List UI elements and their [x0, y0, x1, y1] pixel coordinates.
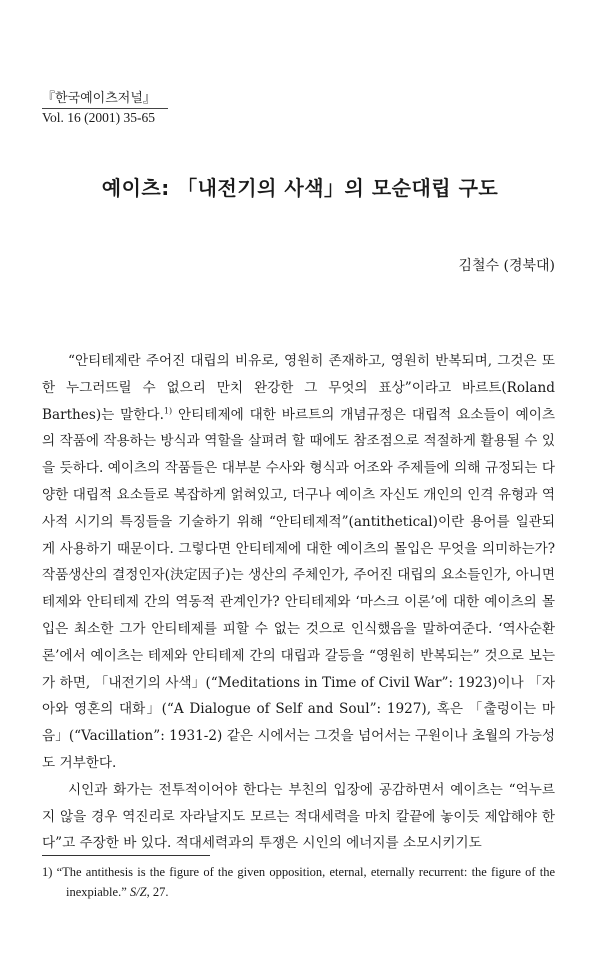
journal-volume: Vol. 16 (2001) 35-65 — [42, 110, 155, 125]
footnote-divider — [42, 855, 210, 856]
journal-header — [42, 90, 168, 127]
footnote-text: 1) “The antithesis is the figure of the given opposition, eternal, eternally recurrent: the figure of the inexpiable.” — [42, 865, 555, 899]
paragraph-1-text-a: “안티테제란 주어진 대립의 비유로, 영원히 존재하고, 영원히 반복되며, 그것은 또한 누그러뜨릴 수 없으리 만치 완강한 그 무엇의 표상”이라고 바르트(Roland Barthes)는 말한다. — [42, 353, 555, 423]
paragraph-1-text-b: 안티테제에 대한 바르트의 개념규정은 대립적 요소들이 예이츠의 작품에 작용하는 방식과 역할을 살펴려 할 때에도 참조점으로 적절하게 활용될 수 있을 듯하다. 예이츠의 작품들은 대부분 수사와 형식과 어조와 주제들에 의해 규정되는 다양한 대립적 요소들로 복잡하게 얽혀있고, 더구나 예이츠 자신도 개인의 인격 유형과 역사적 시기의 특징들을 기술하기 위해 “안티테제적”(antithetical)이란 용어를 일관되게 사용하기 때문이다. 그렇다면 안티테제에 대한 예이츠의 몰입은 무엇을 의미하는가? 작품생산의 결정인자(決定因子)는 생산의 주체인가, 주어진 대립의 요소들인가, 아니면 테제와 안티테제 간의 역동적 관계인가? 안티테제와 ‘마스크 이론’에 대한 예이츠의 몰입은 최소한 그가 안티테제를 피할 수 없는 것으로 인식했음을 말하여준다. ‘역사순환론’에서 예이츠는 테제와 안티테제 간의 대립과 갈등을 “영원히 반복되는” 것으로 보는가 하면, 「내전기의 사색」(“Meditations in Time of Civil War”: 1923)이나 「자아와 영혼의 대화」(“A Dialogue of Self and Soul”: 1927), 혹은 「출렁이는 마음」(“Vacillation”: 1931-2) 같은 시에서는 그것을 넘어서는 구원이나 초월의 가능성도 거부한다. — [42, 406, 555, 771]
paragraph-1 — [42, 348, 555, 777]
author-affiliation: 김철수 (경북대) — [458, 258, 555, 274]
footnote-source: S/Z — [129, 885, 147, 899]
paragraph-2: 시인과 화가는 전투적이어야 한다는 부친의 입장에 공감하면서 예이츠는 “억누르지 않을 경우 역진리로 자라날지도 모르는 적대세력을 마치 칼끝에 놓이듯 제압해야 한다”고 주장한 바 있다. 적대세력과의 투쟁은 시인의 에너지를 소모시키기도 — [42, 781, 555, 852]
footnote — [42, 862, 555, 902]
footnote-page: , 27. — [146, 885, 169, 899]
body-text — [42, 348, 555, 857]
footnote-marker[interactable]: 1) — [163, 406, 173, 416]
journal-name: 『한국예이츠저널』 — [42, 90, 168, 109]
paper-title: 예이츠: 「내전기의 사색」의 모순대립 구도 — [101, 176, 499, 200]
